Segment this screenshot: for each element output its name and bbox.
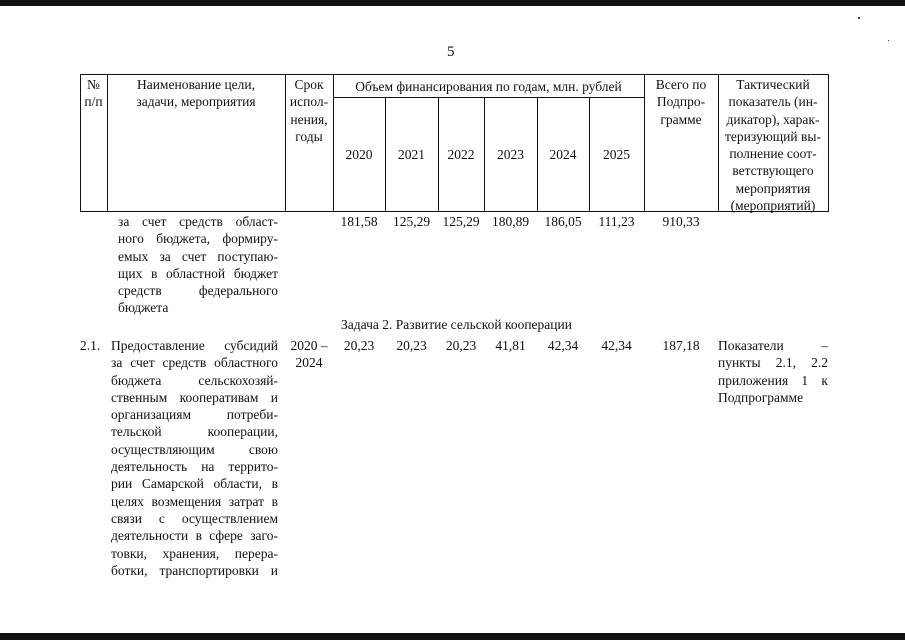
task-value-2020: 20,23 bbox=[343, 338, 375, 353]
header-indicator: Тактический показатель (ин- дикатор), харак- теризующий вы- полнение соот- ветствующего мероприятия (мероприятий) bbox=[725, 77, 821, 214]
header-year-2024: 2024 bbox=[549, 147, 577, 162]
task-row-num: 2.1. bbox=[80, 338, 101, 353]
scan-edge-top bbox=[0, 0, 905, 6]
task-row-indicator: Показатели – пункты 2.1, 2.2 приложения 1 к Подпрограмме bbox=[718, 338, 828, 405]
task-value-2025: 42,34 bbox=[601, 338, 632, 353]
task-heading: Задача 2. Развитие сельской кооперации bbox=[341, 317, 572, 332]
header-year-2025: 2025 bbox=[603, 147, 630, 162]
header-financing-group: Объем финансирования по годам, млн. рублей bbox=[355, 79, 622, 94]
header-total: Всего по Подпро- грамме bbox=[655, 77, 707, 127]
row-value-2020: 181,58 bbox=[340, 214, 378, 229]
scan-speck bbox=[858, 17, 860, 19]
task-value-2021: 20,23 bbox=[396, 338, 427, 353]
task-value-2024: 42,34 bbox=[547, 338, 579, 353]
header-year-2023: 2023 bbox=[497, 147, 524, 162]
page-number: 5 bbox=[447, 44, 455, 60]
task-value-2022: 20,23 bbox=[445, 338, 477, 353]
header-num: № п/п bbox=[84, 77, 103, 110]
header-year-2020: 2020 bbox=[345, 147, 373, 162]
task-row-total: 187,18 bbox=[662, 338, 700, 353]
row-value-2024: 186,05 bbox=[544, 214, 582, 229]
header-term: Срок испол- нения, годы bbox=[289, 77, 329, 144]
header-year-2021: 2021 bbox=[398, 147, 425, 162]
row-value-2022: 125,29 bbox=[442, 214, 480, 229]
row-value-2025: 111,23 bbox=[598, 214, 635, 229]
task-value-2023: 41,81 bbox=[495, 338, 526, 353]
table-row-name: за счет средств област- ного бюджета, формиру- емых за счет поступаю- щих в областной бюджет средств федерального бюджета bbox=[118, 214, 278, 316]
task-row-term: 2020 – 2024 bbox=[290, 338, 328, 371]
row-value-2023: 180,89 bbox=[491, 214, 530, 229]
row-value-2021: 125,29 bbox=[392, 214, 431, 229]
scan-speck bbox=[888, 40, 889, 41]
header-year-2022: 2022 bbox=[447, 147, 475, 162]
scan-edge-bottom bbox=[0, 633, 905, 640]
header-name: Наименование цели, задачи, мероприятия bbox=[136, 77, 256, 110]
row-total: 910,33 bbox=[662, 214, 700, 229]
task-row-name: Предоставление субсидий за счет средств областного бюджета сельскохозяй- ственным кооперативам и организациям потреби- тельской кооперации, осуществляющим свою деятельность на террито- рии Самарской области, в целях возмещения затрат в связи с осуществлением деятельности в сфере заго- товки, хранения, перера- ботки, транспортировки и bbox=[111, 338, 278, 578]
